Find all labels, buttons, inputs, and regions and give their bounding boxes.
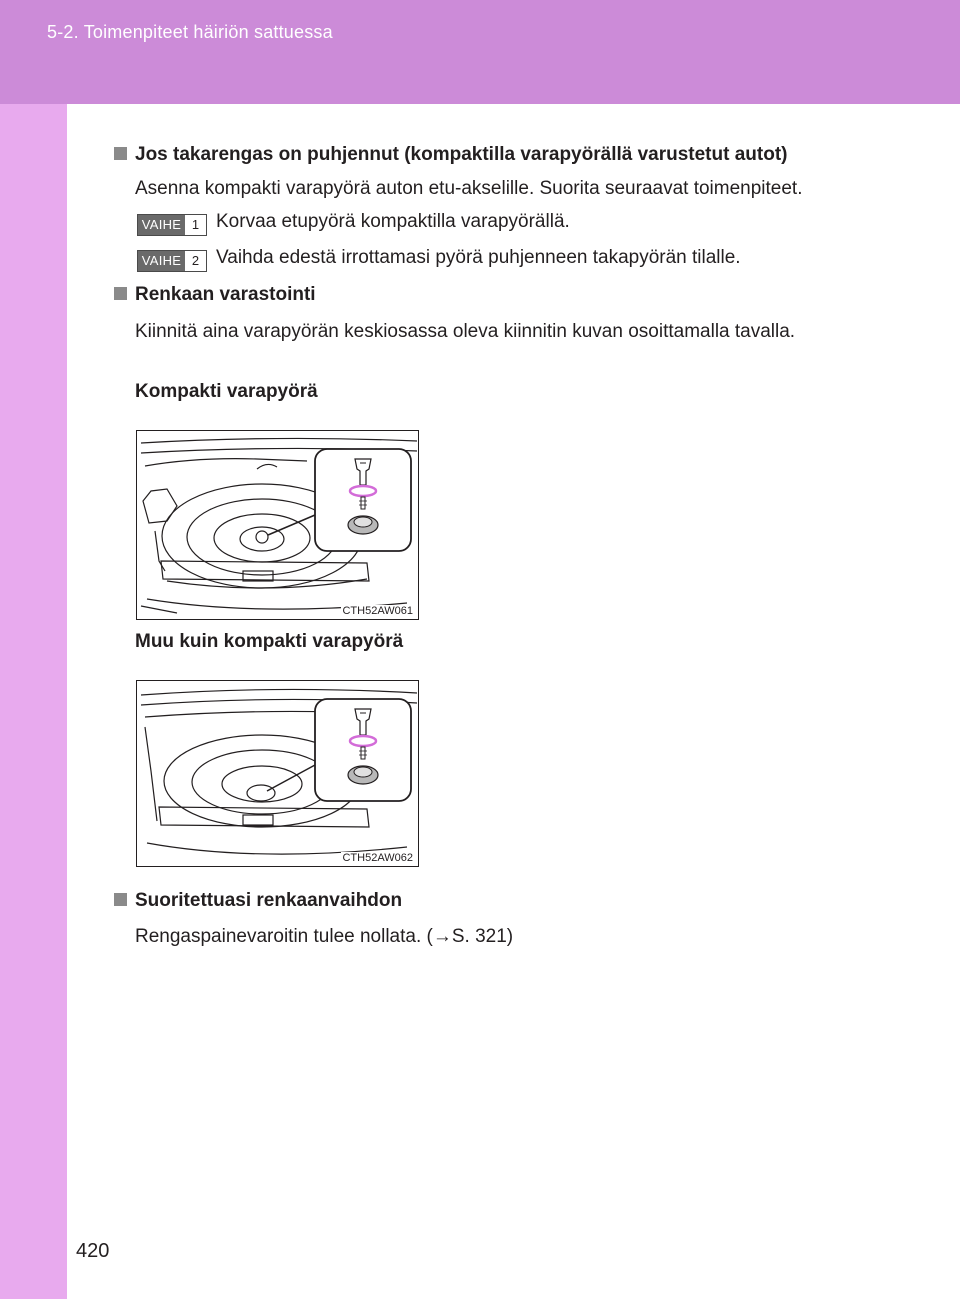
left-margin-strip [0, 104, 67, 1299]
heading-text: Renkaan varastointi [135, 284, 316, 305]
step-text: Vaihda edestä irrottamasi pyörä puhjenneen takapyörän tilalle. [216, 247, 741, 268]
step-badge [137, 250, 207, 272]
storage-paragraph: Kiinnitä aina varapyörän keskiosassa oleva kiinnitin kuvan osoittamalla tavalla. [135, 321, 796, 342]
square-bullet-icon [114, 287, 127, 300]
heading-tire-storage [114, 284, 316, 306]
step-text: Korvaa etupyörä kompaktilla varapyörällä. [216, 211, 570, 232]
step-badge-label: VAIHE [138, 215, 185, 235]
square-bullet-icon [114, 147, 127, 160]
figure-caption-full-size: Muu kuin kompakti varapyörä [135, 631, 404, 652]
header-band [0, 0, 960, 104]
page-number: 420 [76, 1240, 110, 1262]
heading-text: Suoritettuasi renkaanvaihdon [135, 890, 403, 911]
heading-text: Jos takarengas on puhjennut (kompaktilla varapyörällä varustetut autot) [135, 144, 788, 165]
full-size-spare-illustration [137, 681, 418, 866]
step-badge-number: 1 [185, 215, 206, 235]
intro-paragraph: Asenna kompakti varapyörä auton etu-akselille. Suorita seuraavat toimenpiteet. [135, 178, 803, 199]
compact-spare-illustration [137, 431, 418, 619]
after-change-paragraph: Rengaspainevaroitin tulee nollata. (→S. 321) [135, 926, 514, 947]
step-badge [137, 214, 207, 236]
figure-full-size-spare [136, 680, 419, 867]
step-badge-number: 2 [185, 251, 206, 271]
figure-code: CTH52AW061 [342, 605, 413, 617]
section-title: 5-2. Toimenpiteet häiriön sattuessa [47, 22, 333, 42]
figure-code: CTH52AW062 [342, 852, 413, 864]
square-bullet-icon [114, 893, 127, 906]
heading-flat-rear-tire [114, 144, 788, 166]
figure-caption-compact: Kompakti varapyörä [135, 381, 318, 402]
step-badge-label: VAIHE [138, 251, 185, 271]
heading-after-tire-change [114, 890, 402, 912]
figure-compact-spare [136, 430, 419, 620]
